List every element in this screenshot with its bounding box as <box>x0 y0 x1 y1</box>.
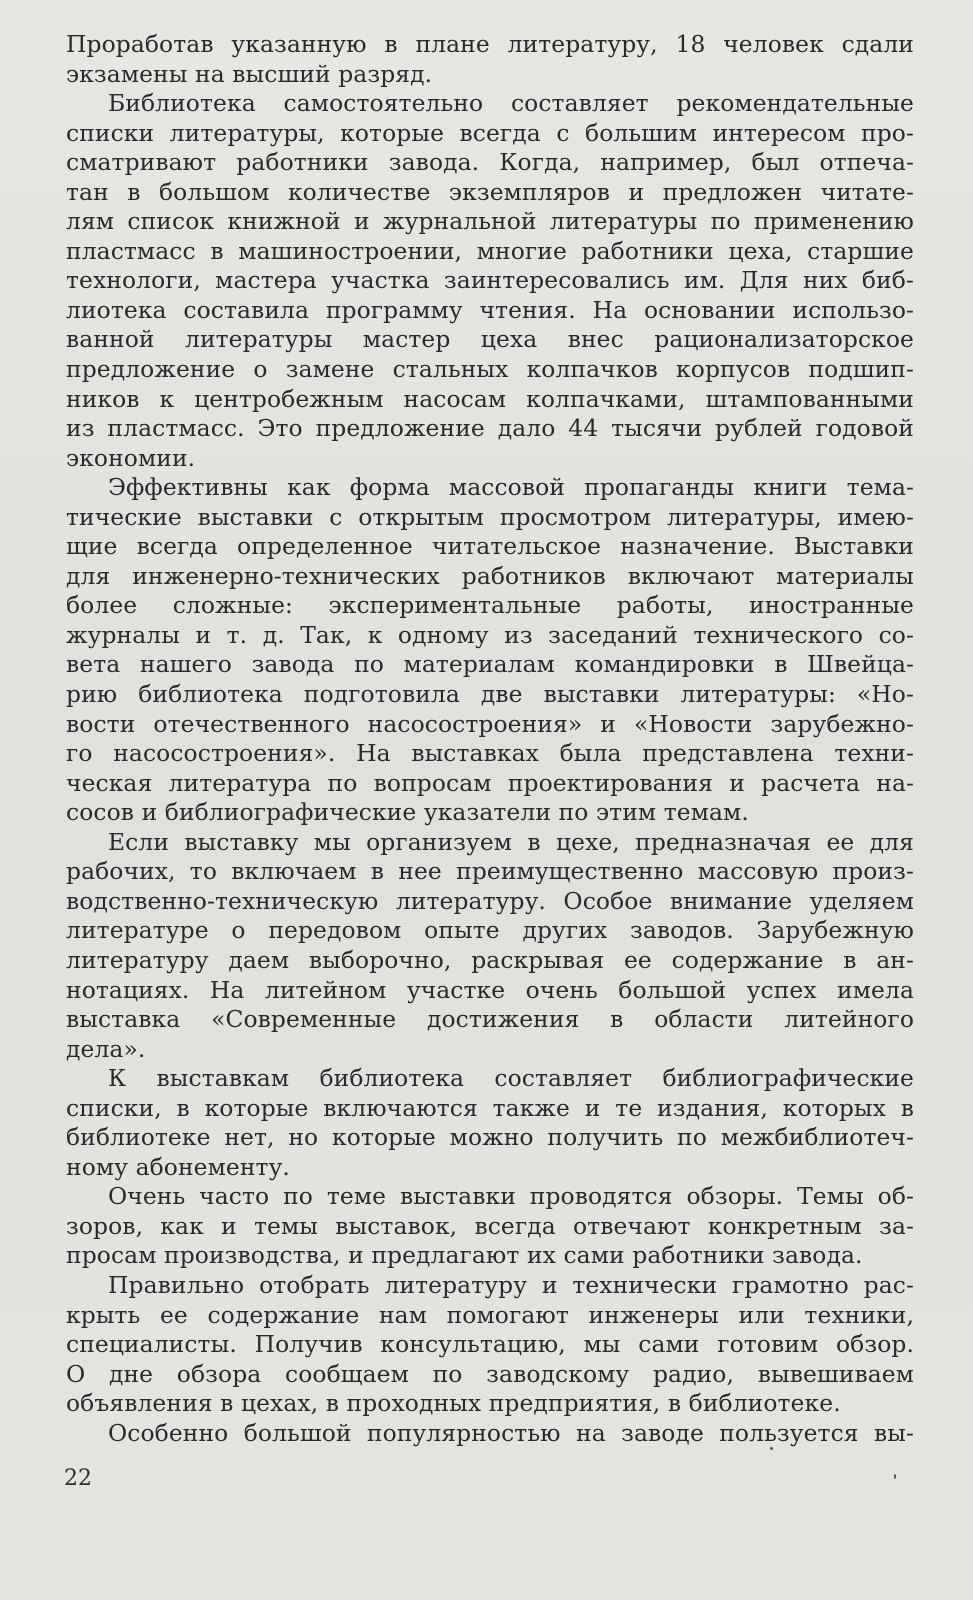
text-line: вета нашего завода по материалам командировки в Швейца- <box>66 650 914 679</box>
text-line: списки, в которые включаются также и те издания, которых в <box>66 1093 914 1122</box>
text-line: го насосостроения». На выставках была представлена техни- <box>66 739 914 768</box>
print-speck <box>894 1474 896 1479</box>
text-line: специалисты. Получив консультацию, мы сами готовим обзор. <box>66 1330 914 1359</box>
text-line: технологи, мастера участка заинтересовались им. Для них биб- <box>66 266 914 295</box>
text-line: объявления в цехах, в проходных предприятия, в библиотеке. <box>66 1389 841 1418</box>
text-line: сматривают работники завода. Когда, например, был отпеча- <box>66 148 914 177</box>
text-line: пластмасс в машиностроении, многие работники цеха, старшие <box>66 236 914 265</box>
text-line: экономии. <box>66 443 196 472</box>
text-line: более сложные: экспериментальные работы, иностранные <box>66 591 914 620</box>
text-line: Библиотека самостоятельно составляет рекомендательные <box>108 89 914 118</box>
text-line: предложение о замене стальных колпачков корпусов подшип- <box>66 355 914 384</box>
text-line: литературе о передовом опыте других заводов. Зарубежную <box>66 916 914 945</box>
text-line: нотациях. На литейном участке очень большой успех имела <box>66 975 914 1004</box>
text-line: щие всегда определенное читательское назначение. Выставки <box>66 532 914 561</box>
text-line: просам производства, и предлагают их сами работники завода. <box>66 1241 863 1270</box>
text-line: водственно-техническую литературу. Особое внимание уделяем <box>66 886 914 915</box>
text-line: Эффективны как форма массовой пропаганды книги тема- <box>108 473 914 502</box>
text-line: О дне обзора сообщаем по заводскому радио, вывешиваем <box>66 1359 914 1388</box>
text-line: списки литературы, которые всегда с большим интересом про- <box>66 118 914 147</box>
text-line: Если выставку мы организуем в цехе, предназначая ее для <box>108 827 914 856</box>
text-line: крыть ее содержание нам помогают инженеры или техники, <box>66 1300 914 1329</box>
text-line: ванной литературы мастер цеха внес рационализаторское <box>66 325 914 354</box>
page-number: 22 <box>64 1466 92 1491</box>
text-line: Проработав указанную в плане литературу, 18 человек сдали <box>66 30 914 58</box>
text-line: для инженерно-технических работников включают материалы <box>66 561 914 590</box>
text-line: вости отечественного насосостроения» и «Новости зарубежно- <box>66 709 914 738</box>
print-speck <box>770 1447 773 1450</box>
text-line: зоров, как и темы выставок, всегда отвечают конкретным за- <box>66 1211 914 1240</box>
text-line: рию библиотека подготовила две выставки литературы: «Но- <box>66 680 914 709</box>
text-line: лиотека составила программу чтения. На основании использо- <box>66 295 914 324</box>
text-line: лям список книжной и журнальной литературы по применению <box>66 207 914 236</box>
text-line: Очень часто по теме выставки проводятся обзоры. Темы об- <box>108 1182 914 1211</box>
text-line: из пластмасс. Это предложение дало 44 тысячи рублей годовой <box>66 414 914 443</box>
text-line: рабочих, то включаем в нее преимущественно массовую произ- <box>66 857 914 886</box>
text-line: ческая литература по вопросам проектирования и расчета на- <box>66 768 914 797</box>
text-line: выставка «Современные достижения в области литейного <box>66 1005 914 1034</box>
text-line: библиотеке нет, но которые можно получить по межбиблиотеч- <box>66 1123 914 1152</box>
text-line: ному абонементу. <box>66 1152 290 1181</box>
text-line: ников к центробежным насосам колпачками, штампованными <box>66 384 914 413</box>
text-line: тан в большом количестве экземпляров и предложен читате- <box>66 177 914 206</box>
text-line: Правильно отобрать литературу и технически грамотно рас- <box>108 1270 914 1299</box>
text-line: К выставкам библиотека составляет библиографические <box>108 1064 914 1093</box>
text-line: журналы и т. д. Так, к одному из заседаний технического со- <box>66 620 914 649</box>
text-line: литературу даем выборочно, раскрывая ее содержание в ан- <box>66 945 914 974</box>
body-text <box>66 30 914 1448</box>
text-line: дела». <box>66 1034 146 1063</box>
text-line: сосов и библиографические указатели по этим темам. <box>66 798 749 827</box>
text-line: Особенно большой популярностью на заводе пользуется вы- <box>108 1418 914 1447</box>
text-line: экзамены на высший разряд. <box>66 59 433 88</box>
text-line: тические выставки с открытым просмотром литературы, имею- <box>66 502 914 531</box>
